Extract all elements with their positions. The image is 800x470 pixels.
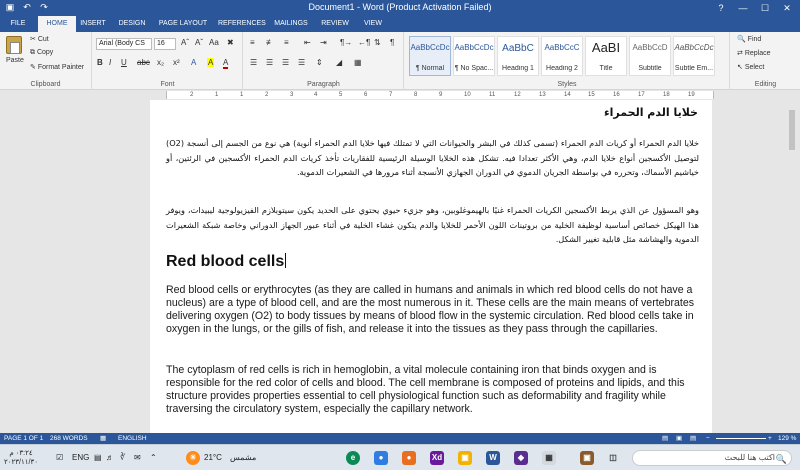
ruler-mark: 19: [688, 92, 695, 98]
notification-icon[interactable]: ☑: [56, 453, 64, 462]
edge-icon[interactable]: e: [346, 451, 360, 465]
ruler-mark: 7: [389, 92, 393, 98]
print-layout-icon[interactable]: ▣: [676, 435, 683, 442]
clipboard-label: Clipboard: [30, 81, 61, 88]
replace-icon: ⇄: [737, 50, 745, 57]
highlight-button[interactable]: A: [208, 58, 214, 67]
ltr-icon[interactable]: ¶→: [340, 38, 353, 47]
english-heading: Red blood cells: [166, 253, 285, 270]
chrome-icon[interactable]: ●: [374, 451, 388, 465]
style-subtle-emphasis[interactable]: AaBbCcDc Subtle Em...: [673, 36, 715, 76]
brush-icon: ✎: [30, 64, 38, 71]
ruler-mark: 5: [339, 92, 343, 98]
vertical-scrollbar[interactable]: [786, 100, 798, 433]
word-count[interactable]: 268 WORDS: [50, 435, 88, 442]
increase-indent-icon[interactable]: ⇥: [320, 38, 327, 47]
align-right-icon[interactable]: ☰: [282, 58, 290, 67]
cursor-icon: ↖: [737, 64, 745, 71]
tab-page-layout[interactable]: PAGE LAYOUT: [158, 20, 208, 27]
ruler-mark: 1: [215, 92, 219, 98]
copy-icon: ⧉: [30, 49, 37, 56]
firefox-icon[interactable]: ●: [402, 451, 416, 465]
cut-button[interactable]: ✂ Cut: [30, 36, 49, 43]
english-paragraph-2: The cytoplasm of red cells is rich in hemoglobin, a vital molecule containing iron that binds oxygen and is responsible for the red color of cells and blood. The cell membrane is composed of proteins and lipids, and this structure provides properties essential to cell physiological function such as deformability and fragility while traversing the circulatory system, especially the capillary network.: [166, 364, 685, 415]
format-painter-button[interactable]: ✎ Format Painter: [30, 64, 85, 71]
network-icon[interactable]: ▤: [94, 453, 102, 462]
close-button[interactable]: ✕: [783, 3, 791, 13]
find-button[interactable]: 🔍 Find: [737, 36, 762, 43]
align-center-icon[interactable]: ☰: [266, 58, 274, 67]
clear-format-icon[interactable]: ✖: [227, 38, 234, 47]
replace-button[interactable]: ⇄ Replace: [737, 50, 771, 57]
language-indicator-taskbar[interactable]: ENG: [72, 453, 90, 462]
style-heading-2[interactable]: AaBbCcC Heading 2: [541, 36, 583, 76]
ruler-mark: 4: [314, 92, 318, 98]
tab-design[interactable]: DESIGN: [118, 20, 146, 27]
ruler-mark: 10: [464, 92, 471, 98]
ruler-mark: 2: [190, 92, 194, 98]
taskbar: [0, 444, 800, 470]
ruler-mark: 9: [439, 92, 443, 98]
numbering-icon[interactable]: ≢: [266, 38, 274, 47]
task-view-icon[interactable]: ◫: [606, 451, 620, 465]
minimize-button[interactable]: —: [738, 3, 748, 13]
xd-icon[interactable]: Xd: [430, 451, 444, 465]
english-paragraph-1: Red blood cells or erythrocytes (as they are called in humans and animals in which red blood cells do not have a nucleus) are a type of blood cell, and are the most numerous in it. These cells are the main means of vertebrates delivering oxygen (O2) to body tissues by means of blood flow in the systemic circulation. Red blood cells take in oxygen in the lungs, or the gills of fish, and release it into the tissues as they pass through the capillaries.: [166, 284, 695, 335]
select-button[interactable]: ↖ Select: [737, 64, 765, 71]
bold-button[interactable]: B: [97, 58, 103, 67]
show-hidden-icons[interactable]: ⌃: [150, 453, 157, 462]
subscript-button[interactable]: x₂: [157, 58, 165, 67]
scissors-icon: ✂: [30, 36, 38, 43]
read-mode-icon[interactable]: ▤: [662, 435, 669, 442]
tab-home[interactable]: HOME: [38, 16, 76, 32]
tab-mailings[interactable]: MAILINGS: [274, 20, 308, 27]
strikethrough-button[interactable]: abc: [137, 58, 150, 67]
paste-button[interactable]: Paste: [6, 57, 24, 64]
style-title[interactable]: AaBI Title: [585, 36, 627, 76]
ruler-mark: 1: [240, 92, 244, 98]
shading-icon[interactable]: ◢: [336, 58, 343, 67]
arabic-paragraph-2: وهو المسؤول عن الذي يربط الأكسجين الكريات الحمراء غنيًا بالهيموغلوبين، وهو جزيء حيوي يحتوي على الحديد يكون سيتوبلازم الفيزيولوجية ليبيدات، ويوفر هذا الهيكل خصائص أساسية لوظيفة الخلية من بروتينات اللون الأحمر للخلايا والدم يتكون غشاء الخلية في أثناء عبور الجهاز الدوراني وخاصة شبكة الشعيرات الدموية والهشاشة مثل قابلية تغيير الشكل.: [166, 205, 699, 244]
horizontal-ruler[interactable]: [166, 91, 714, 99]
store-icon[interactable]: ▦: [542, 451, 556, 465]
styles-label: Styles: [557, 81, 577, 88]
search-icon: 🔍: [737, 36, 748, 43]
zoom-in-icon[interactable]: +: [768, 435, 772, 442]
arabic-paragraph-1: خلايا الدم الحمراء أو كريات الدم الحمراء (تسمى كذلك في البشر والحيوانات التي لا تمتلك فيها خلايا الدم الحمراء أنوية) هي نوع من الجسم إلى أنسجة (O2) لتوصيل الأكسجين أنواع خلايا الدم، وهي الأكثر تعدادا فيه. تشكل هذه الخلايا الوسيلة الرئيسية للفقاريات تأخذ كريات الدم الحمراء الأكسجين في الرئتين، أو خياشيم الأسماك، وتحرره في بواسطة الجريان الدموي في الدوران الجهازي الأنسجة أثناء مرورها في الشعيرات الدموية.: [166, 138, 699, 177]
save-icon[interactable]: ▣: [5, 2, 15, 12]
tab-view[interactable]: VIEW: [364, 20, 382, 27]
underline-button[interactable]: U: [121, 58, 127, 67]
ruler-mark: 8: [414, 92, 418, 98]
tab-review[interactable]: REVIEW: [321, 20, 349, 27]
decrease-indent-icon[interactable]: ⇤: [304, 38, 311, 47]
document-page[interactable]: [150, 100, 712, 433]
ribbon: [0, 32, 800, 90]
change-case-icon[interactable]: Aa: [209, 38, 219, 47]
ribbon-tabs: [0, 16, 800, 32]
ruler-mark: 13: [539, 92, 546, 98]
styles-group: [405, 32, 730, 90]
ruler-mark: 2: [265, 92, 269, 98]
text-cursor: [285, 253, 286, 268]
weather-text[interactable]: مشمس: [230, 453, 257, 462]
app-icon[interactable]: ▣: [580, 451, 594, 465]
help-button[interactable]: ?: [718, 3, 724, 13]
scrollbar-thumb[interactable]: [789, 110, 795, 150]
tab-file[interactable]: FILE: [0, 16, 36, 32]
rtl-icon[interactable]: ←¶: [358, 38, 371, 47]
paste-icon[interactable]: [6, 36, 22, 54]
taskbar-search[interactable]: 🔍 اكتب هنا للبحث: [632, 450, 792, 466]
ruler-mark: 16: [613, 92, 620, 98]
sort-icon[interactable]: ⇅: [374, 38, 381, 47]
shrink-font-icon[interactable]: Aˇ: [195, 38, 203, 47]
paragraph-label: Paragraph: [307, 81, 340, 88]
title-bar: [0, 0, 800, 16]
superscript-button[interactable]: x²: [173, 58, 180, 67]
clipboard-group: [0, 32, 92, 90]
paint-icon[interactable]: ◆: [514, 451, 528, 465]
undo-icon[interactable]: ↶: [23, 2, 31, 12]
italic-button[interactable]: I: [109, 58, 112, 67]
style-normal[interactable]: AaBbCcDc ¶ Normal: [409, 36, 451, 76]
grow-font-icon[interactable]: Aˆ: [181, 38, 189, 47]
ruler-mark: 6: [364, 92, 368, 98]
zoom-out-icon[interactable]: −: [706, 435, 710, 442]
word-icon[interactable]: W: [486, 451, 500, 465]
clock[interactable]: ٠٣:٢٤ م ٢٠٢٣/١١/٣٠: [4, 450, 38, 466]
ruler-mark: 3: [290, 92, 294, 98]
show-marks-icon[interactable]: ¶: [390, 38, 395, 47]
redo-icon[interactable]: ↷: [40, 2, 48, 12]
chat-icon[interactable]: ✉: [134, 453, 141, 462]
weather-icon: ☀: [186, 451, 200, 465]
editing-group: [731, 32, 800, 90]
window-controls: [710, 0, 798, 16]
borders-icon[interactable]: ▦: [354, 58, 362, 67]
ruler-mark: 18: [663, 92, 670, 98]
ruler-area: [0, 90, 800, 100]
style-no-spacing[interactable]: AaBbCcDc ¶ No Spac...: [453, 36, 495, 76]
multilevel-list-icon[interactable]: ≡: [284, 38, 289, 47]
font-label: Font: [160, 81, 175, 88]
ruler-mark: 14: [564, 92, 571, 98]
align-left-icon[interactable]: ☰: [250, 58, 258, 67]
copy-button[interactable]: ⧉ Copy: [30, 49, 54, 56]
tab-insert[interactable]: INSERT: [80, 20, 106, 27]
web-layout-icon[interactable]: ▤: [690, 435, 697, 442]
ruler-mark: 11: [489, 92, 496, 98]
arabic-heading: خلايا الدم الحمراء: [604, 106, 698, 119]
page-count[interactable]: PAGE 1 OF 1: [4, 435, 44, 442]
volume-icon[interactable]: ♬: [106, 453, 114, 462]
zoom-slider[interactable]: [716, 438, 766, 439]
bullets-icon[interactable]: ≡: [250, 38, 255, 47]
language-indicator[interactable]: ENGLISH: [118, 435, 147, 442]
font-size-select[interactable]: 16: [154, 38, 176, 50]
justify-icon[interactable]: ☰: [298, 58, 306, 67]
ruler-mark: 15: [588, 92, 595, 98]
font-color-button[interactable]: A: [223, 58, 229, 67]
bluetooth-icon[interactable]: ∛: [120, 453, 126, 462]
status-bar: [0, 433, 800, 444]
font-group: [93, 32, 243, 90]
window-title: Document1 - Word (Product Activation Failed): [308, 2, 492, 12]
file-explorer-icon[interactable]: ▣: [458, 451, 472, 465]
style-subtitle[interactable]: AaBbCcD Subtitle: [629, 36, 671, 76]
font-family-select[interactable]: Arial (Body CS: [96, 38, 152, 50]
line-spacing-icon[interactable]: ⇕: [316, 58, 323, 67]
weather-temp[interactable]: 21°C: [204, 453, 222, 462]
search-icon: 🔍: [775, 454, 787, 464]
tab-references[interactable]: REFERENCES: [218, 20, 266, 27]
ruler-mark: 17: [638, 92, 645, 98]
editing-label: Editing: [754, 81, 777, 88]
text-effects-button[interactable]: A: [191, 58, 197, 67]
maximize-button[interactable]: ☐: [760, 3, 770, 13]
style-heading-1[interactable]: AaBbC Heading 1: [497, 36, 539, 76]
zoom-level[interactable]: 129 %: [778, 435, 797, 442]
proofing-icon[interactable]: ▦: [100, 435, 107, 442]
ruler-mark: 12: [514, 92, 521, 98]
paragraph-group: [244, 32, 404, 90]
